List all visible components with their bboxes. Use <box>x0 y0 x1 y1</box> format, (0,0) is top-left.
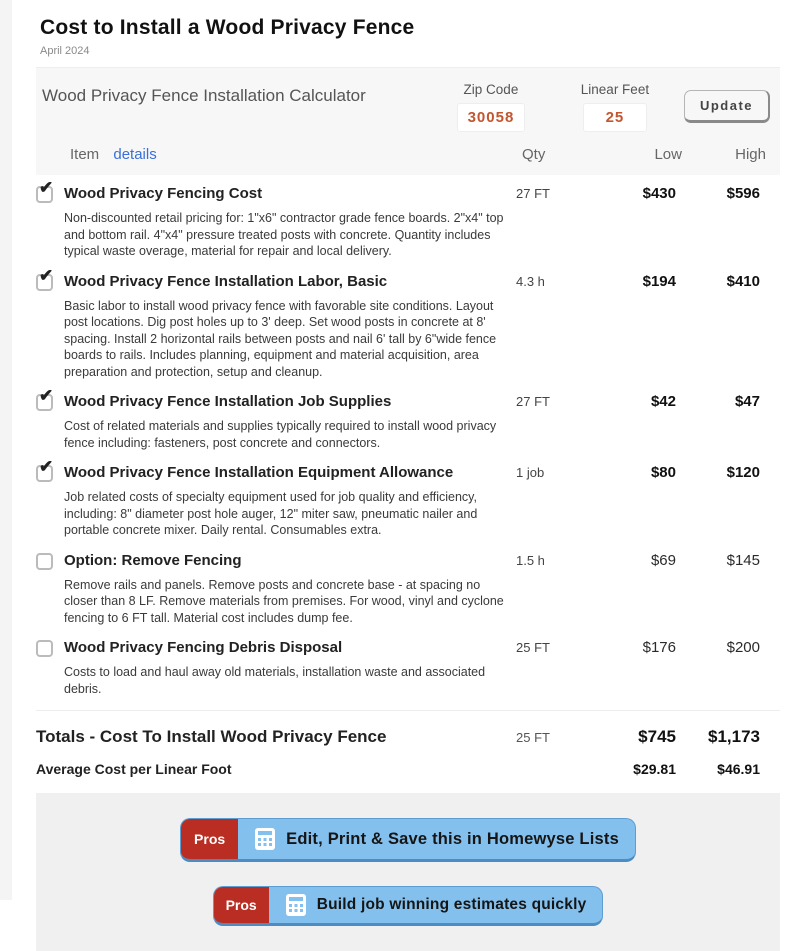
item-checkbox[interactable] <box>36 178 54 203</box>
totals-high: $1,173 <box>708 727 760 746</box>
items-list <box>36 175 780 697</box>
table-row <box>36 386 780 451</box>
totals-area <box>36 711 780 777</box>
table-row <box>36 178 780 260</box>
page <box>36 0 780 951</box>
pros-badge: Pros <box>214 887 269 923</box>
average-low: $29.81 <box>633 761 676 777</box>
totals-qty: 25 FT <box>516 730 550 745</box>
item-qty: 27 FT <box>516 186 550 201</box>
item-checkbox[interactable] <box>36 265 54 291</box>
item-description: Non-discounted retail pricing for: 1"x6" contractor grade fence boards. 2"x4" top and bottom rail. 4"x4" pressure treated posts with concrete. Quantity includes typical waste overage, material for repair and local delivery. <box>64 211 504 258</box>
table-row <box>36 265 780 381</box>
item-low-price: $42 <box>650 393 676 410</box>
table-row <box>36 552 780 627</box>
linear-feet-label: Linear Feet <box>580 82 650 97</box>
item-title: Option: Remove Fencing <box>64 551 242 569</box>
item-high-price: $47 <box>734 393 760 410</box>
item-high-price: $596 <box>726 185 760 202</box>
zip-code-label: Zip Code <box>463 82 519 97</box>
title-block <box>36 0 780 67</box>
item-title: Wood Privacy Fence Installation Job Supplies <box>64 393 392 410</box>
pros-badge: Pros <box>181 819 238 859</box>
totals-low: $745 <box>638 727 676 746</box>
item-high-price: $410 <box>726 272 760 290</box>
item-checkbox[interactable] <box>36 553 53 570</box>
cta-label: Build job winning estimates quickly <box>316 896 587 913</box>
item-qty: 4.3 h <box>516 273 545 289</box>
item-low-price: $80 <box>650 464 676 481</box>
page-date: April 2024 <box>40 45 90 57</box>
zip-code-input[interactable]: 30058 <box>457 103 526 132</box>
item-description: Remove rails and panels. Remove posts and concrete base - at spacing no closer than 8 LF. Remove materials from premises. For wood, vinyl and cyclone fencing to 6 FT tall. Material cost includes dump fee. <box>64 577 504 625</box>
item-description: Basic labor to install wood privacy fence with favorable site conditions. Layout post locations. Dig post holes up to 3' deep. Set wood posts in concrete at 8' spacing. Install 2 horizontal rails between posts and nail 6' tall by 6"wide fence boards to rails. Includes planning, equipment and material acquisition, area preparation and protection, setup and cleanup. <box>64 298 497 379</box>
item-high-price: $120 <box>726 464 760 481</box>
checkbox-cell <box>36 552 64 575</box>
totals-label: Totals - Cost To Install Wood Privacy Fence <box>36 727 387 746</box>
page-title: Cost to Install a Wood Privacy Fence <box>40 16 415 39</box>
update-button[interactable]: Update <box>684 90 770 123</box>
high-header: High <box>735 146 766 163</box>
checkmark-icon: ✔ <box>39 457 54 476</box>
item-high-price: $145 <box>726 551 760 569</box>
linear-feet-group <box>560 82 670 132</box>
item-checkbox[interactable] <box>36 640 53 657</box>
item-qty: 1 job <box>516 465 545 480</box>
item-title: Wood Privacy Fencing Debris Disposal <box>64 639 343 656</box>
item-qty: 25 FT <box>516 640 550 655</box>
cta-panel <box>36 793 780 951</box>
item-low-price: $176 <box>642 639 676 656</box>
checkbox-cell <box>36 639 64 662</box>
calculator-icon <box>254 828 276 850</box>
item-description: Costs to load and haul away old materials, installation waste and associated debris. <box>64 665 486 696</box>
zip-code-group <box>436 82 546 132</box>
checkmark-icon: ✔ <box>39 265 54 285</box>
item-title: Wood Privacy Fencing Cost <box>64 185 263 202</box>
item-low-price: $430 <box>642 185 676 202</box>
calculator-header-section <box>36 67 780 175</box>
item-qty: 27 FT <box>516 394 550 409</box>
table-row <box>36 457 780 539</box>
item-low-price: $69 <box>650 551 676 569</box>
low-header: Low <box>654 146 682 163</box>
average-row <box>36 761 780 777</box>
build-estimates-button[interactable] <box>213 886 604 926</box>
average-high: $46.91 <box>717 761 760 777</box>
item-title: Wood Privacy Fence Installation Equipment Allowance <box>64 464 454 481</box>
edit-print-save-button[interactable] <box>180 818 636 862</box>
checkbox-cell <box>36 178 64 208</box>
calculator-icon <box>285 894 307 916</box>
item-description: Job related costs of specialty equipment used for job quality and efficiency, including: 8" diameter post hole auger, 12" miter saw, pneumatic nailer and portable concrete mixer. Daily rental. Consumables extra. <box>64 490 478 537</box>
qty-header: Qty <box>522 146 546 163</box>
table-row <box>36 639 780 697</box>
cta-label: Edit, Print & Save this in Homewyse Lists <box>286 829 619 848</box>
item-checkbox[interactable] <box>36 457 54 482</box>
item-header-label: Item <box>70 146 100 163</box>
item-description: Cost of related materials and supplies typically required to install wood privacy fence including: fasteners, post concrete and connectors. <box>64 419 497 450</box>
item-low-price: $194 <box>642 272 676 290</box>
item-title: Wood Privacy Fence Installation Labor, Basic <box>64 272 388 290</box>
item-checkbox[interactable] <box>36 386 54 411</box>
page-left-gutter <box>0 0 12 900</box>
checkbox-cell <box>36 265 64 296</box>
details-link[interactable]: details <box>113 146 157 163</box>
totals-row <box>36 727 780 747</box>
item-qty: 1.5 h <box>516 552 545 568</box>
average-label: Average Cost per Linear Foot <box>36 761 232 777</box>
item-header-cell <box>70 146 522 163</box>
table-header-row <box>42 132 770 169</box>
calculator-title: Wood Privacy Fence Installation Calculator <box>42 86 366 105</box>
checkmark-icon: ✔ <box>39 386 54 405</box>
item-high-price: $200 <box>726 639 760 656</box>
checkbox-cell <box>36 457 64 487</box>
checkbox-cell <box>36 386 64 416</box>
checkmark-icon: ✔ <box>39 178 54 197</box>
linear-feet-input[interactable]: 25 <box>583 103 647 132</box>
